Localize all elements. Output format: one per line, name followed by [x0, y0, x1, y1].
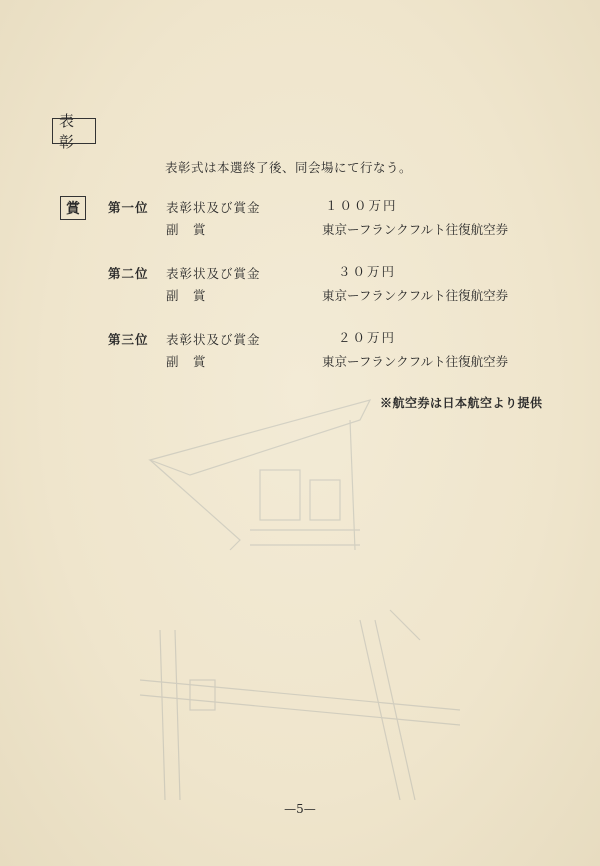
- prize-main-label: 表彰状及び賞金: [166, 266, 261, 281]
- prize-amount: ３０万円: [338, 264, 397, 279]
- prize-amount: １００万円: [325, 198, 398, 213]
- intro-text: 表彰式は本選終了後、同会場にて行なう。: [165, 160, 413, 175]
- prize-sub-prize: 東京ーフランクフルト往復航空券: [322, 288, 509, 303]
- bleed-through-map: [120, 380, 480, 800]
- prize-sub-label: 副 賞: [166, 354, 207, 369]
- prize-marker: [60, 196, 86, 220]
- prize-sub-prize: 東京ーフランクフルト往復航空券: [322, 222, 509, 237]
- page-number: —5—: [284, 802, 316, 816]
- sponsor-note: ※航空券は日本航空より提供: [380, 396, 543, 410]
- prize-sub-prize: 東京ーフランクフルト往復航空券: [322, 354, 509, 369]
- section-heading: [52, 112, 96, 151]
- section-heading-text: 表彰: [59, 112, 85, 151]
- prize-sub-label: 副 賞: [166, 222, 207, 237]
- prize-rank: 第三位: [108, 332, 149, 347]
- prize-main-label: 表彰状及び賞金: [166, 332, 261, 347]
- prize-rank: 第二位: [108, 266, 149, 281]
- prize-marker-text: 賞: [66, 201, 80, 217]
- prize-sub-label: 副 賞: [166, 288, 207, 303]
- prize-rank: 第一位: [108, 200, 149, 215]
- prize-main-label: 表彰状及び賞金: [166, 200, 261, 215]
- prize-amount: ２０万円: [338, 330, 397, 345]
